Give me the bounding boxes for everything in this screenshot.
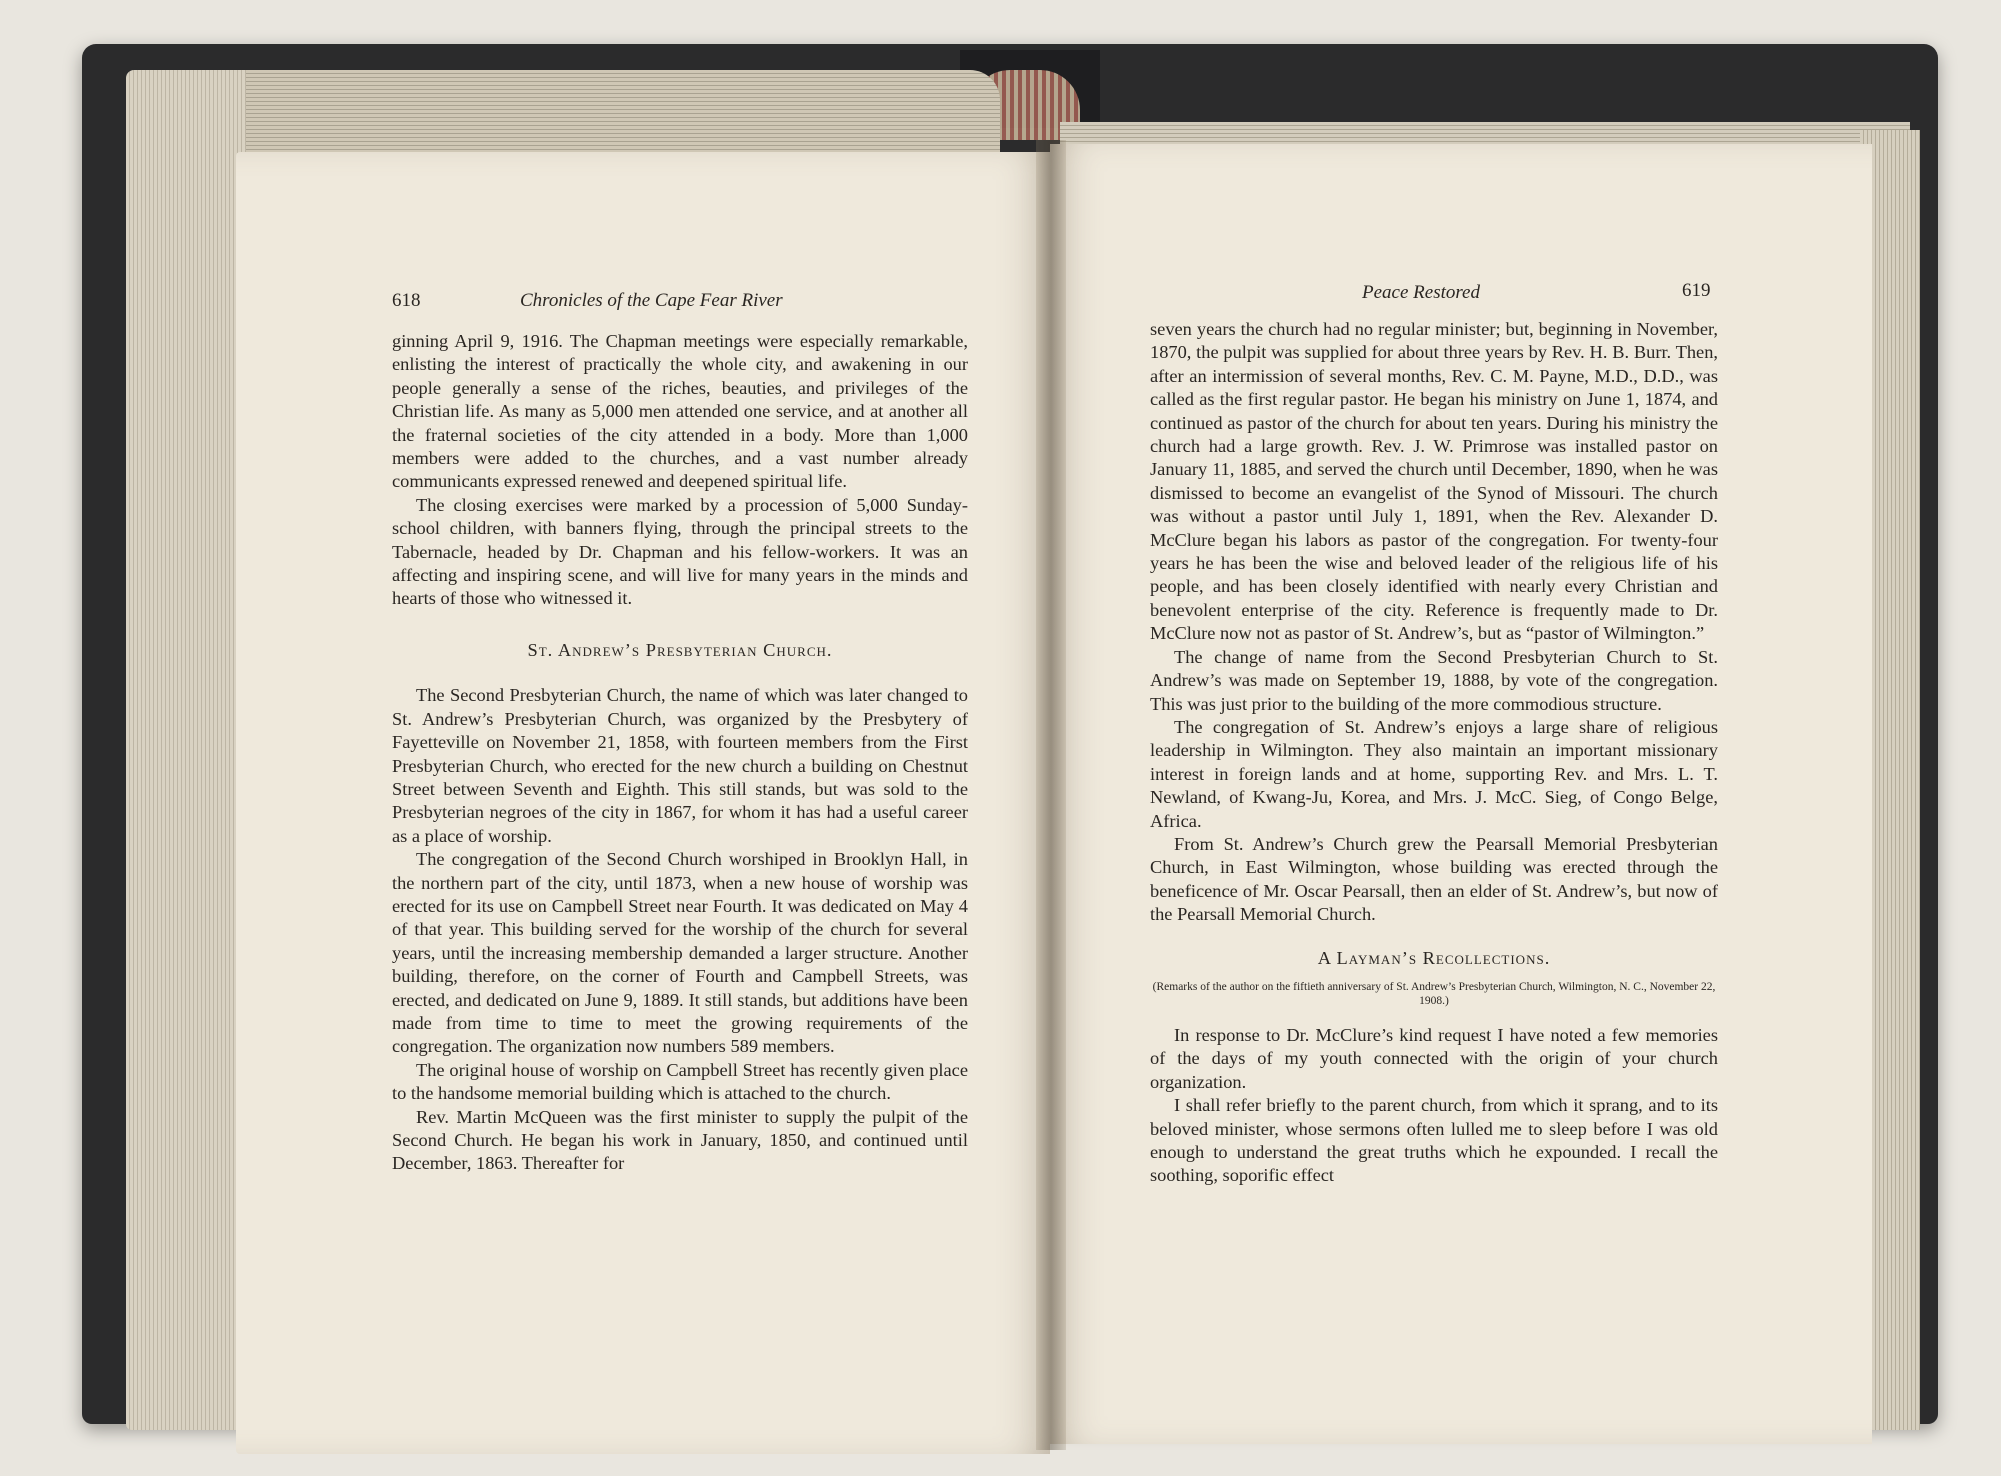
paragraph: In response to Dr. McClure’s kind request I have noted a few memories of the days of my youth connected with the origin of your church organization. — [1150, 1024, 1718, 1092]
right-page — [1050, 144, 1872, 1444]
section-heading: St. Andrew’s Presbyterian Church. — [527, 639, 833, 660]
section-note: (Remarks of the author on the fiftieth anniversary of St. Andrew’s Presbyterian Church, Wilmington, N. C., November 22, 1908.) — [1152, 980, 1716, 1007]
page-edges-left — [126, 70, 246, 1430]
paragraph: The Second Presbyterian Church, the name of which was later changed to St. Andrew’s Presbyterian Church, was organized by the Presbytery of Fayetteville on November 21, 1858, with fourteen members from the First Presbyterian Church, who erected for the new church a building on Chestnut Street between Seventh and Eighth. This still stands, but was sold to the Presbyterian negroes of the city in 1867, for whom it has had a useful career as a place of worship. — [392, 685, 968, 846]
page-number: 619 — [1682, 280, 1711, 301]
paragraph: The congregation of the Second Church worshiped in Brooklyn Hall, in the northern part of the city, until 1873, when a new house of worship was erected for its use on Campbell Street near Fourth. It was dedicated on May 4 of that year. This building served for the worship of the church for several years, until the increasing membership demanded a larger structure. Another building, therefore, on the corner of Fourth and Campbell Streets, was erected, and dedicated on June 9, 1889. It still stands, but additions have been made from time to time to meet the growing requirements of the congregation. The organization now numbers 589 members. — [392, 849, 968, 1057]
right-text-block — [1150, 318, 1718, 1188]
paragraph: The closing exercises were marked by a procession of 5,000 Sunday-school children, with banners flying, through the principal streets to the Tabernacle, headed by Dr. Chapman and his fellow-workers. It was an affecting and inspiring scene, and will live for many years in the minds and hearts of those who witnessed it. — [392, 494, 968, 609]
paragraph: From St. Andrew’s Church grew the Pearsall Memorial Presbyterian Church, in East Wilmington, whose building was erected through the beneficence of Mr. Oscar Pearsall, then an elder of St. Andrew’s, but now of the Pearsall Memorial Church. — [1150, 833, 1718, 925]
page-number: 618 — [392, 290, 421, 311]
running-head: Chronicles of the Cape Fear River — [520, 290, 783, 311]
paragraph: seven years the church had no regular minister; but, beginning in November, 1870, the pulpit was supplied for about three years by Rev. H. B. Burr. Then, after an intermission of several months, Rev. C. M. Payne, M.D., D.D., was called as the first regular pastor. He began his ministry on June 1, 1874, and continued as pastor of the church for about ten years. During his ministry the church had a large growth. Rev. J. W. Primrose was installed pastor on January 11, 1885, and served the church until December, 1890, when he was dismissed to become an evangelist of the Synod of Missouri. The church was without a pastor until July 1, 1891, when the Rev. Alexander D. McClure began his labors as pastor of the congregation. For twenty-four years he has been the wise and beloved leader of the religious life of his people, and has been closely identified with nearly every Christian and benevolent enterprise of the city. Reference is frequently made to Dr. McClure now not as pastor of St. Andrew’s, but as “pastor of Wilmington.” — [1150, 319, 1718, 644]
paragraph: The original house of worship on Campbell Street has recently given place to the handsome memorial building which is attached to the church. — [392, 1059, 968, 1104]
left-page — [236, 152, 1050, 1454]
section-heading: A Layman’s Recollections. — [1317, 947, 1551, 968]
running-head: Peace Restored — [1362, 282, 1480, 303]
left-text-block — [392, 330, 968, 1176]
paragraph: The change of name from the Second Presbyterian Church to St. Andrew’s was made on September 19, 1888, by vote of the congregation. This was just prior to the building of the more commodious structure. — [1150, 646, 1718, 714]
paragraph: The congregation of St. Andrew’s enjoys a large share of religious leadership in Wilmington. They also maintain an important missionary interest in foreign lands and at home, supporting Rev. and Mrs. L. T. Newland, of Kwang-Ju, Korea, and Mrs. J. McC. Sieg, of Congo Belge, Africa. — [1150, 716, 1718, 831]
paragraph: Rev. Martin McQueen was the first minister to supply the pulpit of the Second Church. He began his work in January, 1850, and continued until December, 1863. Thereafter for — [392, 1106, 968, 1174]
paragraph: ginning April 9, 1916. The Chapman meetings were especially remarkable, enlisting the interest of practically the whole city, and awakening in our people generally a sense of the riches, beauties, and privileges of the Christian life. As many as 5,000 men attended one service, and at another all the fraternal societies of the city attended in a body. More than 1,000 members were added to the churches, and a vast number already communicants expressed renewed and deepened spiritual life. — [392, 331, 968, 492]
book-gutter — [1036, 140, 1066, 1450]
paragraph: I shall refer briefly to the parent church, from which it sprang, and to its beloved minister, whose sermons often lulled me to sleep before I was old enough to understand the great truths which he expounded. I recall the soothing, soporific effect — [1150, 1095, 1718, 1186]
